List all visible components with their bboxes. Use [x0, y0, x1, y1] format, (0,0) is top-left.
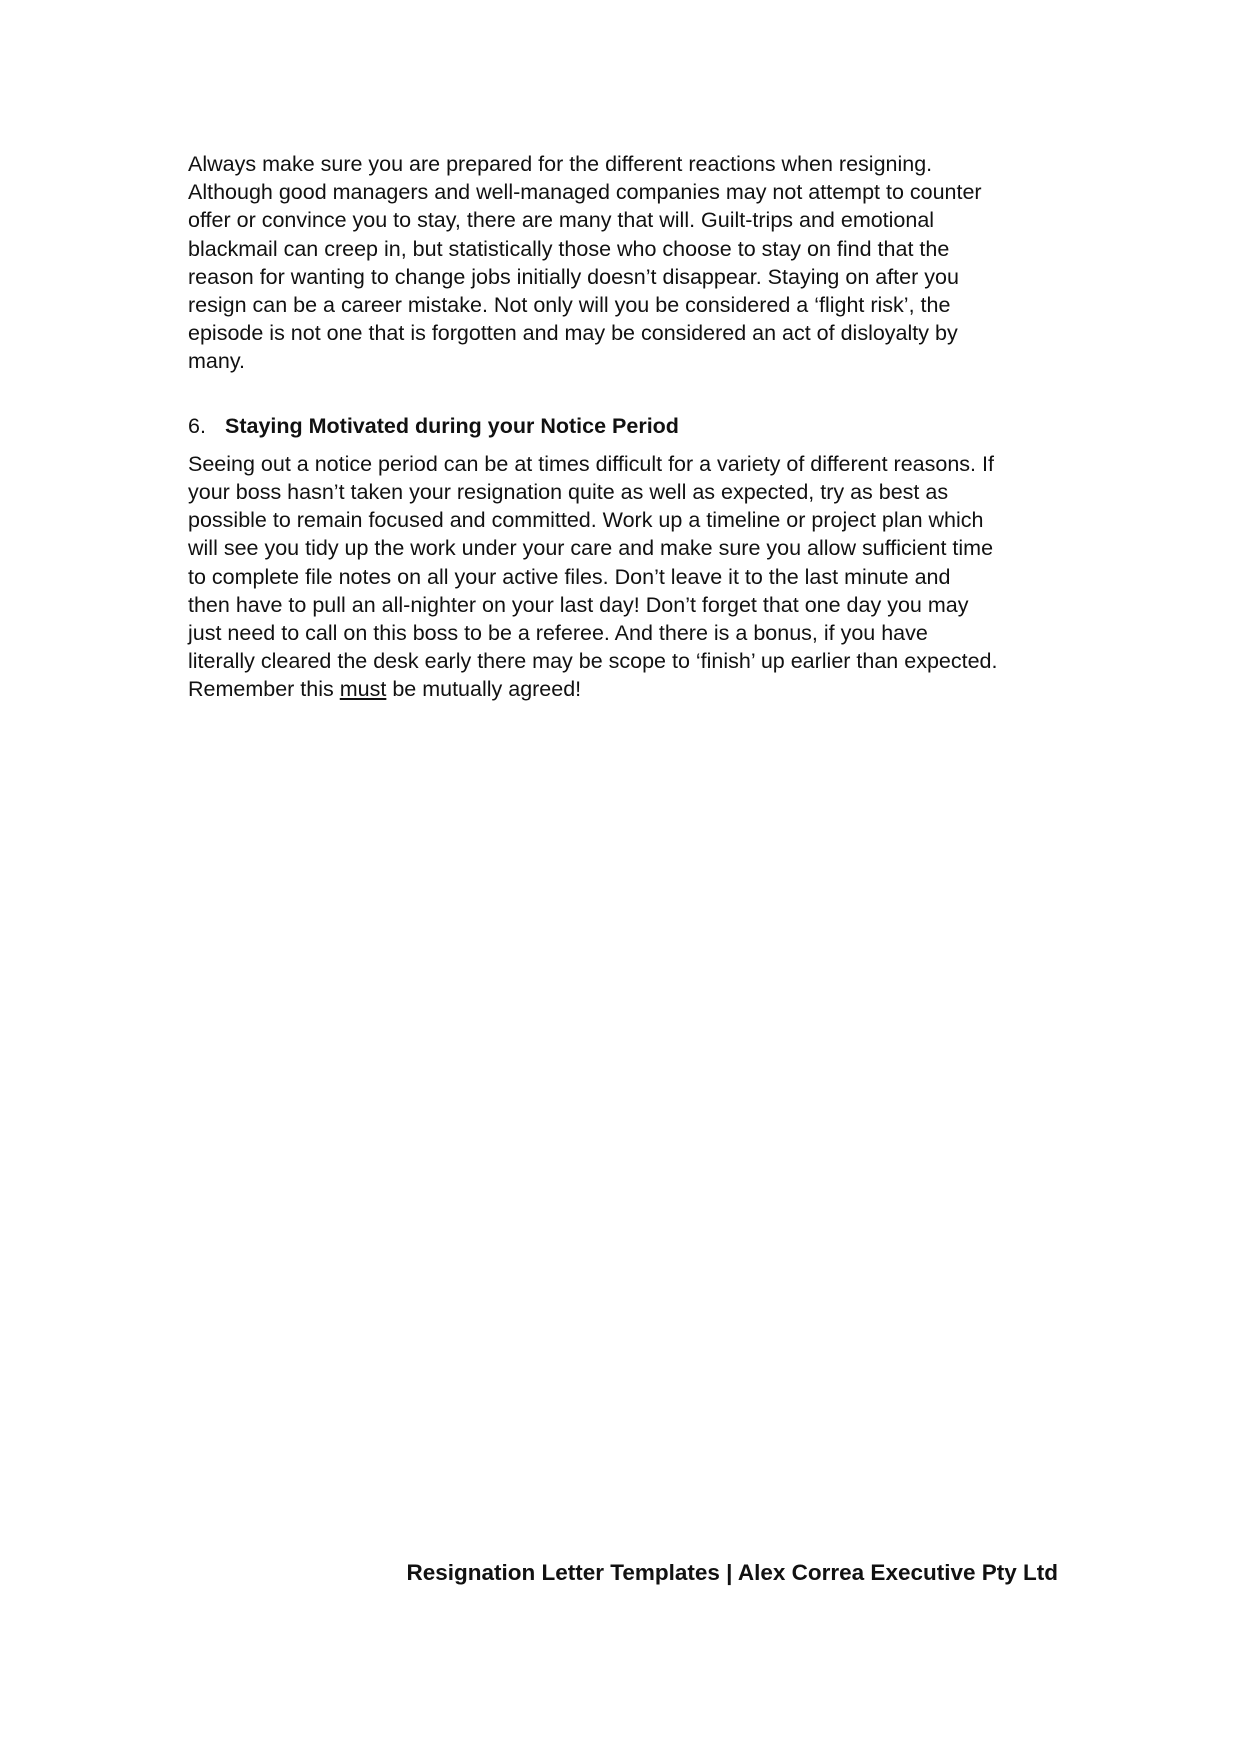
paragraph-line: many.: [188, 349, 245, 374]
paragraph-line: literally cleared the desk early there may be scope to ‘finish’ up earlier than expected.: [188, 649, 998, 674]
paragraph-line: Seeing out a notice period can be at times difficult for a variety of different reasons. If: [188, 451, 994, 476]
paragraph-line: blackmail can creep in, but statistically those who choose to stay on find that the: [188, 236, 950, 261]
paragraph-last-line: [188, 675, 1068, 703]
last-line-before: Remember this: [188, 677, 340, 702]
paragraph-line: just need to call on this boss to be a referee. And there is a bonus, if you have: [188, 621, 928, 646]
paragraph-line: possible to remain focused and committed. Work up a timeline or project plan which: [188, 508, 984, 533]
last-line-after: be mutually agreed!: [386, 677, 582, 702]
paragraph-line: episode is not one that is forgotten and may be considered an act of disloyalty by: [188, 321, 958, 346]
page-content: [188, 150, 1068, 704]
paragraph-line: offer or convince you to stay, there are many that will. Guilt-trips and emotional: [188, 208, 935, 233]
intro-paragraph: [188, 150, 1068, 376]
paragraph-line: Although good managers and well-managed companies may not attempt to counter: [188, 180, 982, 205]
paragraph-line: reason for wanting to change jobs initially doesn’t disappear. Staying on after you: [188, 264, 959, 289]
paragraph-line: to complete file notes on all your active files. Don’t leave it to the last minute and: [188, 564, 951, 589]
emphasized-word: must: [339, 677, 387, 702]
paragraph-line: Always make sure you are prepared for the different reactions when resigning.: [188, 152, 933, 176]
paragraph-line: your boss hasn’t taken your resignation quite as well as expected, try as best as: [188, 480, 949, 505]
section-number: 6.: [188, 413, 206, 438]
page-footer: Resignation Letter Templates | Alex Correa Executive Pty Ltd: [406, 1560, 1058, 1585]
paragraph-line: resign can be a career mistake. Not only will you be considered a ‘flight risk’, the: [188, 293, 951, 318]
section-heading: [188, 412, 1068, 440]
paragraph-line: will see you tidy up the work under your care and make sure you allow sufficient time: [188, 536, 994, 561]
section-title: Staying Motivated during your Notice Period: [225, 413, 679, 438]
section-paragraph: [188, 450, 1068, 704]
paragraph-line: then have to pull an all-nighter on your last day! Don’t forget that one day you may: [188, 592, 969, 617]
